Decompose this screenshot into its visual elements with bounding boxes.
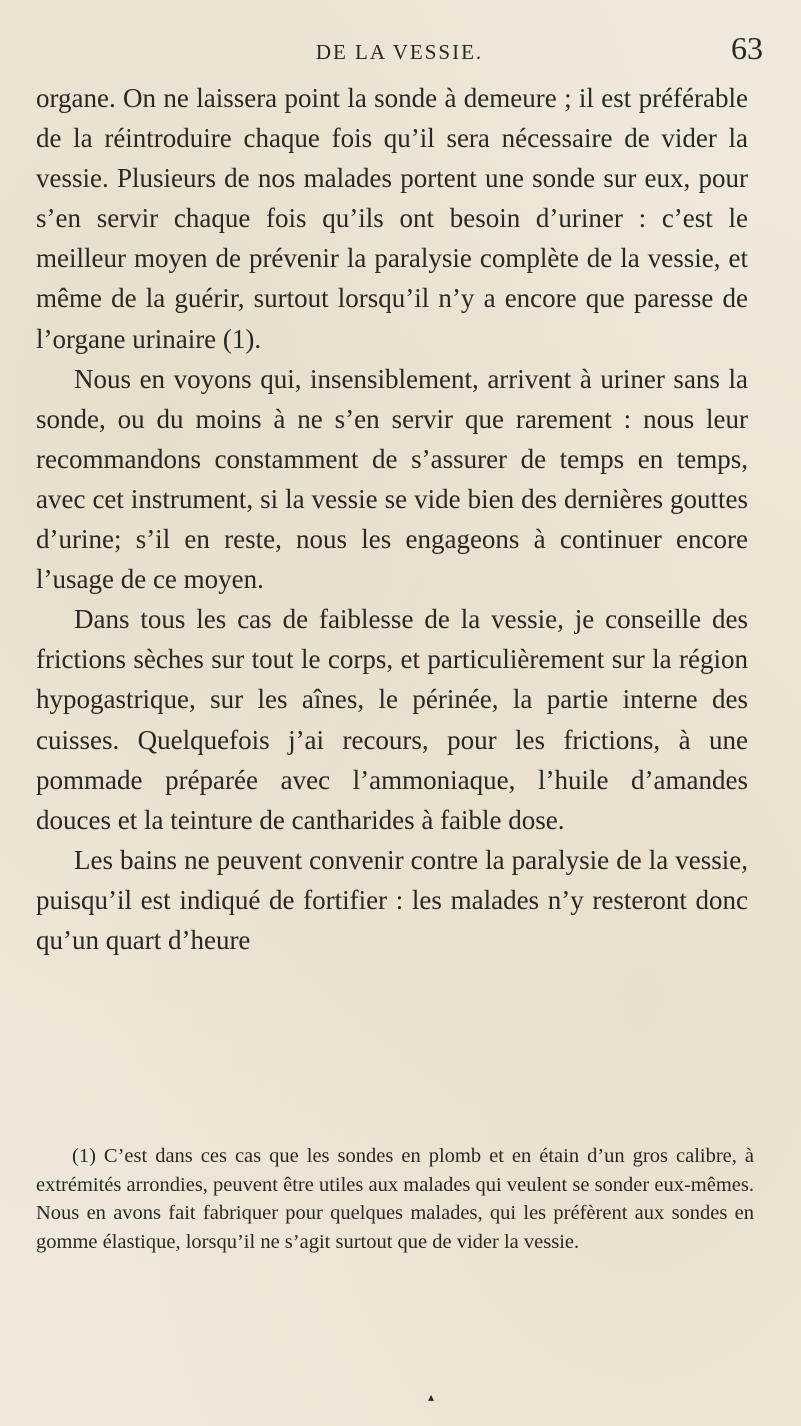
paragraph: Les bains ne peuvent convenir contre la paralysie de la vessie, puisqu’il est indiqué de fortifier : les malades n’y resteront donc qu’un quart d’heure <box>36 844 748 955</box>
paragraph: Nous en voyons qui, insensiblement, arrivent à uriner sans la sonde, ou du moins à ne s’en servir que rarement : nous leur recommandons constamment de s’assurer de temps en temps, avec cet instrument, si la vessie se vide bien des dernières gouttes d’urine; s’il en reste, nous les engageons à continuer encore l’usage de ce moyen. <box>36 363 748 595</box>
paragraph-continuation: organe. On ne laissera point la sonde à demeure ; il est préférable de la réintroduire chaque fois qu’il sera nécessaire de vider la vessie. Plusieurs de nos malades portent une sonde sur eux, pour s’en servir chaque fois qu’ils ont besoin d’uriner : c’est le meilleur moyen de prévenir la paralysie complète de la vessie, et même de la guérir, surtout lorsqu’il n’y a encore que paresse de l’organe urinaire (1). <box>36 83 748 354</box>
running-head: DE LA VESSIE. <box>315 40 484 64</box>
paragraph: Dans tous les cas de faiblesse de la vessie, je conseille des frictions sèches sur tout le corps, et particulièrement sur la région hypogastrique, sur les aînes, le périnée, la partie interne des cuisses. Quelquefois j’ai recours, pour les frictions, à une pommade préparée avec l’ammoniaque, l’huile d’amandes douces et la teinture de cantharides à faible dose. <box>36 604 748 835</box>
page-number: 63 <box>731 30 763 66</box>
main-text <box>36 78 748 960</box>
footnote: (1) C’est dans ces cas que les sondes en plomb et en étain d’un gros calibre, à extrémités arrondies, peuvent être utiles aux malades qui veulent se sonder eux-mêmes. Nous en avons fait fabriquer pour quelques malades, qui les préfèrent aux sondes en gomme élastique, lorsqu’il ne s’agit surtout que de vider la vessie. <box>36 1145 754 1253</box>
page-header <box>36 30 763 78</box>
printer-mark: ▴ <box>428 1390 435 1404</box>
